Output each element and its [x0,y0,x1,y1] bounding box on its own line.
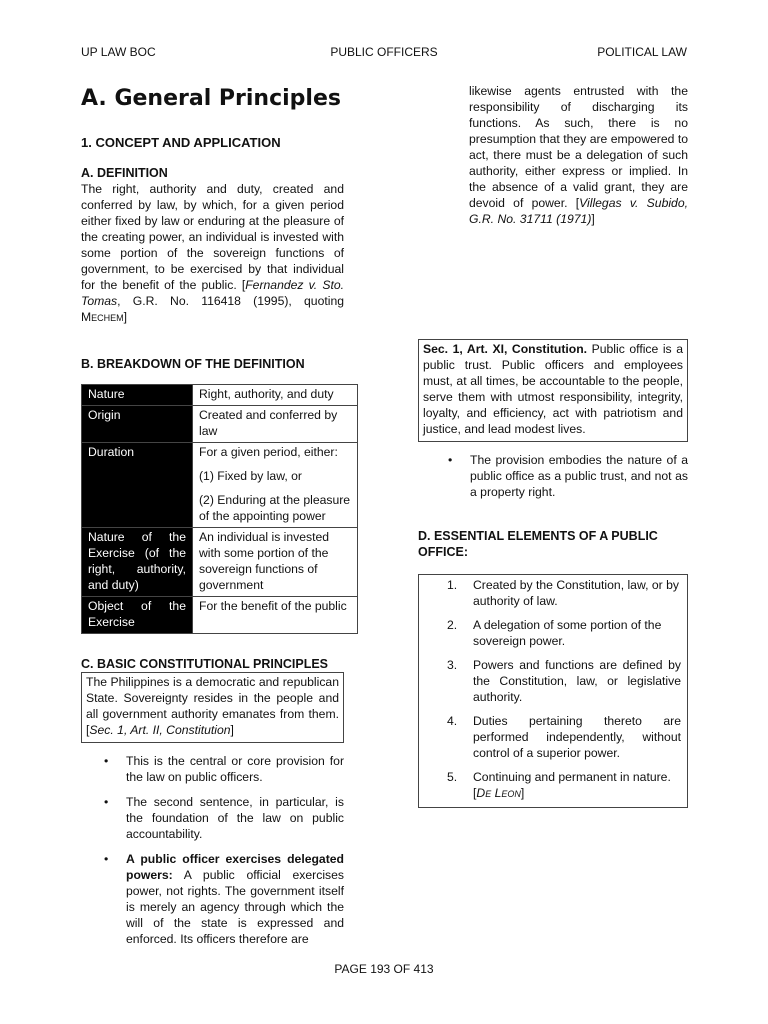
row-key: Object of the Exercise [82,597,193,634]
definition-heading: A. DEFINITION [81,166,168,180]
elements-box [418,574,688,808]
bullet-text: The provision embodies the nature of a public office as a public trust, and not as a property right. [470,453,688,499]
row-value-line: For a given period, either: [199,445,338,459]
item-number: 3. [447,658,458,672]
row-key: Duration [82,443,193,528]
public-trust-box [418,339,688,442]
definition-case-cite: Fernandez v. Sto. Tomas [81,278,344,308]
row-value-line: (1) Fixed by law, or [199,469,302,483]
row-key: Origin [82,406,193,443]
list-item [423,713,683,761]
list-item [81,851,344,947]
row-key: Nature [82,385,193,406]
row-value-line: For the benefit of the public [199,599,347,613]
bullet-text: This is the central or core provision for the law on public officers. [126,754,344,784]
definition-cite-rest: , G.R. No. 116418 (1995), quoting [117,294,344,308]
list-item [418,452,688,500]
bullet-continuation [469,83,688,227]
row-value [193,597,358,634]
list-item [423,617,683,649]
list-item [423,577,683,609]
section-heading: 1. CONCEPT AND APPLICATION [81,135,281,150]
row-key: Nature of the Exercise (of the right, authority, and duty) [82,528,193,597]
bullet-bold-lead: A public officer exercises delegated powers: [126,852,344,882]
row-value-line: An individual is invested with some portion of the sovereign functions of government [199,530,330,592]
elements-list [423,577,683,801]
bullet-cite: Villegas v. Subido, G.R. No. 31711 (1971) [469,196,688,226]
right-column [418,83,688,808]
cite-close: ] [520,786,525,800]
header-center: PUBLIC OFFICERS [330,45,438,59]
table-row [82,597,358,634]
quote-text: The Philippines is a democratic and republican State. Sovereignty resides in the people and all government authority emanates from them. [ [86,675,339,737]
definition-cite-author: Mechem [81,310,124,324]
principles-bullets [81,753,344,947]
cite-open: [ [241,278,246,292]
cite-close: ] [123,310,128,324]
table-row [82,443,358,528]
principles-heading: C. BASIC CONSTITUTIONAL PRINCIPLES [81,657,329,671]
item-cite: De Leon [476,786,521,800]
item-text: Powers and functions are defined by the Constitution, law, or legislative authority. [473,658,681,704]
table-row [82,406,358,443]
breakdown-table [81,384,358,634]
quote-cite: Sec. 1, Art. II, Constitution [89,723,231,737]
bullet-text-continued: likewise agents entrusted with the responsibility of discharging its functions. As such, there is no presumption that they are empowered to act, there must be a delegation of such authority, either express or implied. In the absence of a valid grant, they are devoid of power. [ [469,84,688,210]
bullet-icon: • [104,852,109,866]
bullet-icon: • [104,754,109,768]
item-number: 4. [447,714,458,728]
header-left: UP LAW BOC [81,45,156,59]
row-value-line: (2) Enduring at the pleasure of the appointing power [199,493,351,523]
bullet-icon: • [448,453,453,467]
breakdown-heading: B. BREAKDOWN OF THE DEFINITION [81,357,305,371]
item-text: Duties pertaining thereto are performed independently, without control of a superior power. [473,714,681,760]
bullet-text: The second sentence, in particular, is the foundation of the law on public accountability. [126,795,344,841]
elements-heading: D. ESSENTIAL ELEMENTS OF A PUBLIC OFFICE: [418,529,658,559]
cite-close: ] [230,723,234,737]
row-value [193,385,358,406]
table-row [82,528,358,597]
page-title: A. General Principles [81,86,341,111]
header-right: POLITICAL LAW [597,45,687,59]
bullet-icon: • [104,795,109,809]
public-trust-bullets [418,452,688,500]
item-number: 1. [447,578,458,592]
item-text: Continuing and permanent in nature. [ [473,770,671,800]
public-trust-body: Public office is a public trust. Public officers and employees must, at all times, be accountable to the people, serve them with utmost responsibility, integrity, loyalty, and efficiency, act with patriotism and justice, and lead modest lives. [423,342,683,436]
item-text: A delegation of some portion of the sovereign power. [473,618,662,648]
list-item [423,769,683,801]
constitution-quote-box [81,672,344,743]
left-column [81,84,351,956]
list-item [81,753,344,785]
cite-close: ] [591,212,595,226]
list-item [81,794,344,842]
constitution-quote [86,674,339,738]
table-row [82,385,358,406]
item-number: 2. [447,618,458,632]
list-item [423,657,683,705]
row-value-line: Created and conferred by law [199,408,338,438]
item-number: 5. [447,770,458,784]
definition-body: The right, authority and duty, created and conferred by law, by which, for a given period either fixed by law or enduring at the pleasure of the creating power, an individual is invested with some portion of the sovereign functions of government, to be exercised by that individual for the benefit of the public. [81,182,344,292]
bullet-text: A public official exercises power, not rights. The government itself is merely an agency through which the will of the state is expressed and enforced. Its officers therefore are [126,868,344,946]
row-value [193,443,358,528]
row-value [193,528,358,597]
row-value [193,406,358,443]
public-trust-cite: Sec. 1, Art. XI, Constitution. [423,342,588,356]
public-trust-text [423,341,683,437]
item-text: Created by the Constitution, law, or by authority of law. [473,578,679,608]
page-number: PAGE 193 OF 413 [334,962,434,976]
definition-text [81,181,344,325]
row-value-line: Right, authority, and duty [199,387,334,401]
